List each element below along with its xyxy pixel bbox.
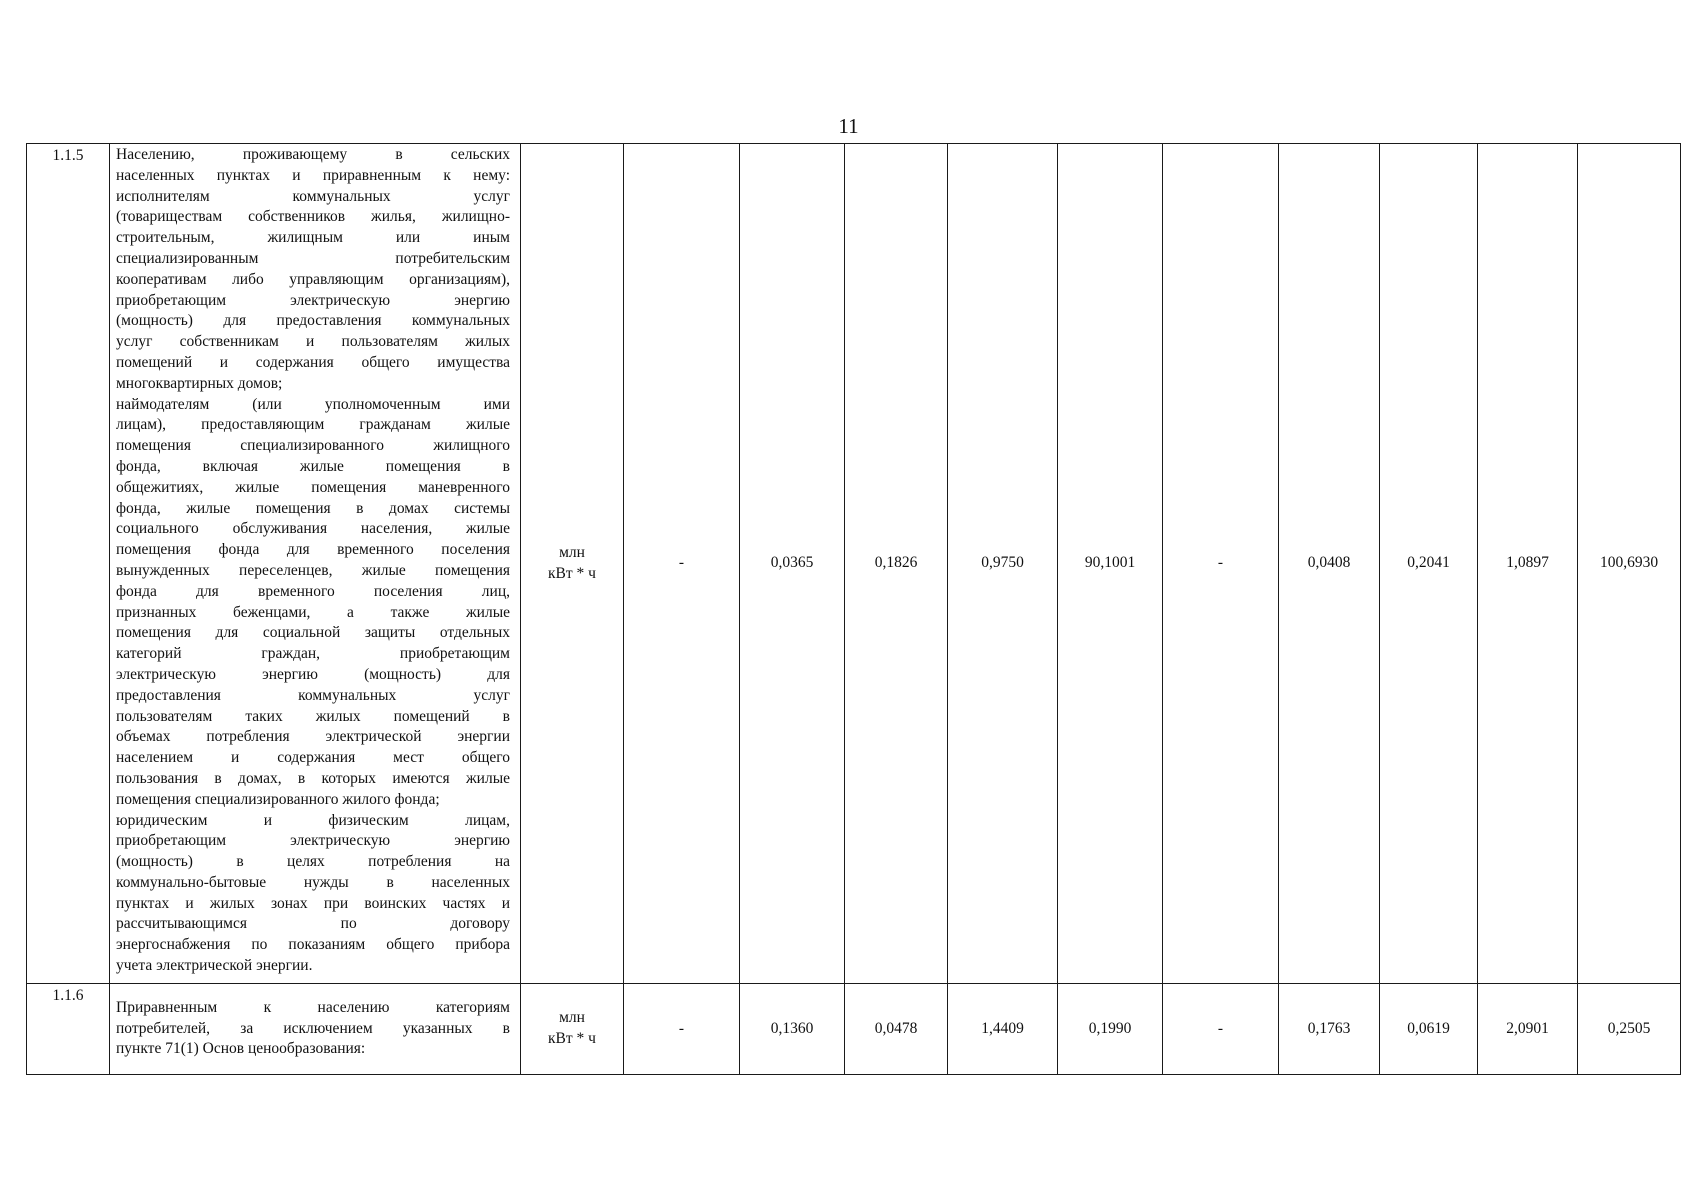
description-line: приобретающим электрическую энергию: [116, 291, 510, 309]
description-line: (товариществам собственников жилья, жилищно-: [116, 208, 510, 226]
description-line: Населению, проживающему в сельских: [116, 146, 510, 163]
description-line: вынужденных переселенцев, жилые помещения: [116, 561, 510, 579]
unit-line: млн: [559, 543, 585, 561]
value-cell: 0,1826: [845, 144, 948, 984]
row-code: 1.1.6: [27, 984, 110, 1075]
description-line: помещения специализированного жилищного: [116, 437, 510, 455]
description-line: специализированным потребительским: [116, 249, 510, 267]
description-line: наймодателям (или уполномоченным ими: [116, 395, 510, 413]
description-lines: [116, 145, 510, 977]
value-cell: 0,9750: [948, 144, 1058, 984]
description-line: лицам), предоставляющим гражданам жилые: [116, 416, 510, 434]
description-line: приобретающим электрическую энергию: [116, 832, 510, 850]
description-line: помещения специализированного жилого фонда;: [116, 790, 440, 808]
description-line: кооперативам либо управляющим организациям),: [116, 270, 510, 288]
description-line: помещения для социальной защиты отдельных: [116, 624, 510, 642]
description-line: Приравненным к населению категориям: [116, 998, 510, 1016]
unit-cell: [521, 144, 624, 984]
unit-line: кВт * ч: [548, 1030, 596, 1047]
description-line: юридическим и физическим лицам,: [116, 811, 510, 829]
value-cell: 0,1763: [1279, 984, 1380, 1075]
description-line: пользователям таких жилых помещений в: [116, 707, 510, 725]
description-line: электрическую энергию (мощность) для: [116, 665, 510, 683]
value-cell: -: [1163, 144, 1279, 984]
description-line: (мощность) в целях потребления на: [116, 853, 510, 871]
value-cell: 0,1990: [1058, 984, 1163, 1075]
description-line: предоставления коммунальных услуг: [116, 686, 510, 704]
page-number: 11: [838, 114, 859, 138]
description-line: фонда, жилые помещения в домах системы: [116, 499, 510, 517]
value-cell: 2,0901: [1478, 984, 1578, 1075]
description-line: услуг собственникам и пользователям жилых: [116, 333, 510, 351]
value-cell: 0,1360: [740, 984, 845, 1075]
unit-line: млн: [559, 1009, 585, 1027]
value-cell: 90,1001: [1058, 144, 1163, 984]
table-row: [27, 984, 1681, 1075]
unit-line: кВт * ч: [548, 564, 596, 582]
description-line: рассчитывающимся по договору: [116, 915, 510, 933]
description-line: энергоснабжения по показаниям общего прибора: [116, 936, 510, 954]
value-cell: 1,0897: [1478, 144, 1578, 984]
description-line: потребителей, за исключением указанных в: [116, 1019, 510, 1037]
description-line: населенных пунктах и приравненным к нему:: [116, 166, 510, 184]
value-cell: 0,0365: [740, 144, 845, 984]
table-row: [27, 144, 1681, 984]
value-cell: -: [1163, 984, 1279, 1075]
unit-cell: [521, 984, 624, 1075]
value-cell: 1,4409: [948, 984, 1058, 1075]
value-cell: -: [624, 984, 740, 1075]
tariff-table: [26, 143, 1681, 1075]
description-line: многоквартирных домов;: [116, 374, 283, 392]
description-line: фонда, включая жилые помещения в: [116, 457, 510, 475]
description-line: пунктах и жилых зонах при воинских частях и: [116, 894, 510, 912]
description-line: строительным, жилищным или иным: [116, 229, 510, 247]
description-line: общежитиях, жилые помещения маневренного: [116, 478, 510, 496]
description-line: коммунально-бытовые нужды в населенных: [116, 873, 510, 891]
value-cell: 100,6930: [1578, 144, 1681, 984]
description-lines: [116, 998, 510, 1060]
description-line: учета электрической энергии.: [116, 957, 313, 975]
value-cell: 0,0408: [1279, 144, 1380, 984]
value-cell: 0,0619: [1380, 984, 1478, 1075]
description-line: фонда для временного поселения лиц,: [116, 582, 510, 600]
description-line: признанных беженцами, а также жилые: [116, 603, 510, 621]
description-line: пользования в домах, в которых имеются жилые: [116, 769, 510, 787]
value-cell: 0,2505: [1578, 984, 1681, 1075]
value-cell: 0,0478: [845, 984, 948, 1075]
row-description: [110, 144, 521, 984]
value-cell: 0,2041: [1380, 144, 1478, 984]
description-line: социального обслуживания населения, жилые: [116, 520, 510, 538]
row-description: [110, 984, 521, 1075]
description-line: помещений и содержания общего имущества: [116, 353, 510, 371]
description-line: категорий граждан, приобретающим: [116, 645, 510, 663]
description-line: населением и содержания мест общего: [116, 749, 510, 767]
description-line: исполнителям коммунальных услуг: [116, 187, 510, 205]
description-line: пункте 71(1) Основ ценообразования:: [116, 1040, 366, 1058]
description-line: объемах потребления электрической энергии: [116, 728, 510, 746]
description-line: помещения фонда для временного поселения: [116, 541, 510, 559]
description-line: (мощность) для предоставления коммунальных: [116, 312, 510, 330]
value-cell: -: [624, 144, 740, 984]
row-code: 1.1.5: [27, 144, 110, 984]
